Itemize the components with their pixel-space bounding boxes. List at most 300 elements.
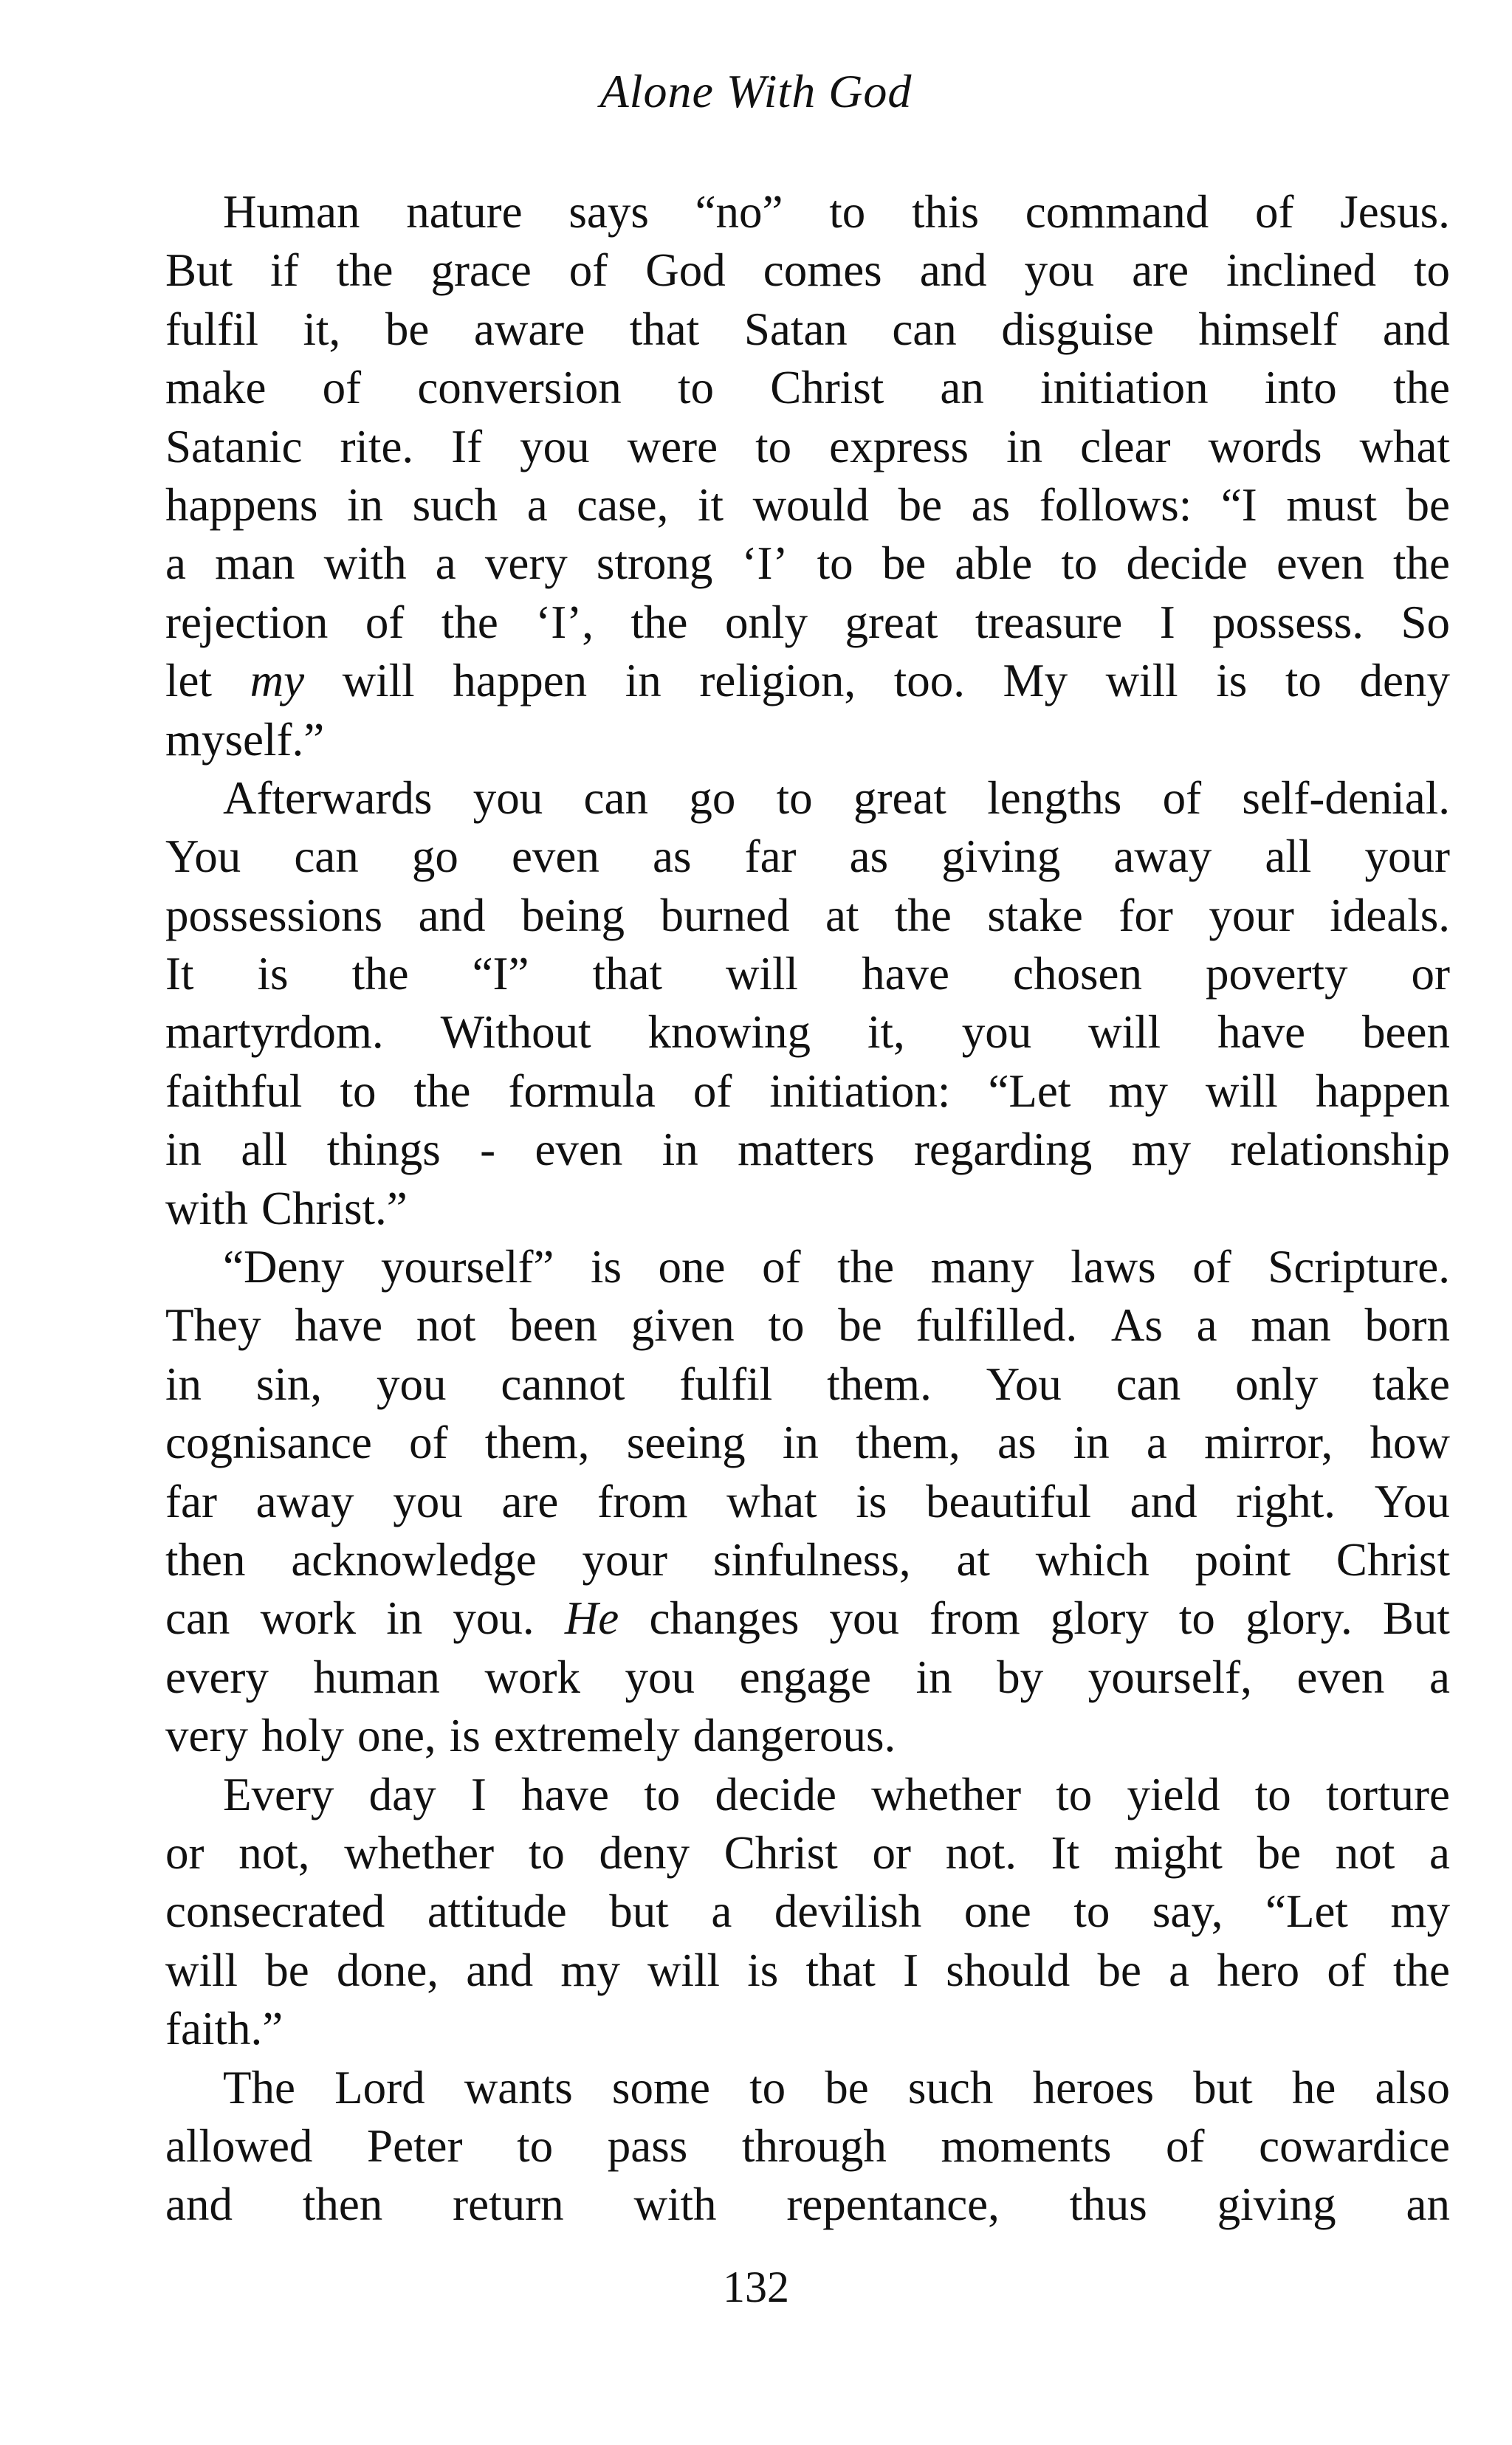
word: too. xyxy=(893,655,965,707)
word: have xyxy=(1217,1006,1306,1059)
word: only xyxy=(1235,1358,1319,1410)
word: all xyxy=(241,1124,288,1176)
word: even xyxy=(1276,537,1364,590)
text-line xyxy=(165,183,1450,241)
word: at xyxy=(825,889,859,941)
word: that xyxy=(629,303,700,355)
word: Satan xyxy=(743,303,848,355)
word: to xyxy=(749,2061,786,2114)
word: Christ xyxy=(1336,1533,1450,1586)
word: your xyxy=(582,1533,667,1586)
word: in xyxy=(1073,1417,1110,1469)
text-line xyxy=(165,1003,1450,1062)
word: you xyxy=(393,1475,463,1527)
word: cognisance xyxy=(165,1417,372,1469)
word: of xyxy=(693,1065,732,1117)
word: inclined xyxy=(1226,244,1376,297)
word: the xyxy=(441,596,498,648)
text-line xyxy=(165,534,1450,593)
word: rite. xyxy=(340,420,414,472)
text-line xyxy=(165,1238,1450,1296)
word: decide xyxy=(1126,537,1248,590)
word: be xyxy=(882,537,927,590)
word: in xyxy=(165,1124,202,1176)
word: grace xyxy=(430,244,532,297)
word: might xyxy=(1113,1826,1223,1879)
word: in xyxy=(1006,420,1043,472)
word: yourself, xyxy=(1087,1651,1252,1703)
word: the xyxy=(1393,1944,1450,1996)
text-line xyxy=(165,2176,1450,2234)
word: allowed xyxy=(165,2119,313,2172)
running-head: Alone With God xyxy=(599,65,913,117)
word: in xyxy=(625,655,662,707)
word: initiation xyxy=(1040,362,1209,414)
word: to xyxy=(776,771,813,824)
word: If xyxy=(451,420,483,472)
word: ideals. xyxy=(1330,889,1450,941)
word: nature xyxy=(406,186,523,238)
word: my xyxy=(560,1944,620,1996)
word: pass xyxy=(607,2119,688,2172)
word: what xyxy=(726,1475,817,1527)
word: man xyxy=(1251,1299,1331,1352)
word: “I” xyxy=(472,948,529,1000)
word: dangerous. xyxy=(693,1710,896,1762)
word: a xyxy=(1196,1299,1217,1352)
word: fulfil xyxy=(679,1358,773,1410)
word: great xyxy=(853,771,946,824)
word: that xyxy=(592,948,662,1000)
word: and xyxy=(466,1944,534,1996)
word: you xyxy=(377,1358,447,1410)
word: Without xyxy=(440,1006,591,1059)
word: “no” xyxy=(695,186,783,238)
word: Peter xyxy=(367,2119,463,2172)
word: a xyxy=(1429,1826,1450,1879)
word: should xyxy=(946,1944,1071,1996)
word: giving xyxy=(941,831,1061,883)
word: born xyxy=(1364,1299,1450,1352)
word: beautiful xyxy=(926,1475,1091,1527)
word: of xyxy=(568,244,608,297)
word: in xyxy=(386,1592,423,1645)
word: Afterwards xyxy=(223,771,433,824)
word: all xyxy=(1265,831,1312,883)
word: fulfilled. xyxy=(915,1299,1078,1352)
word: knowing xyxy=(647,1006,811,1059)
word: an xyxy=(940,362,984,414)
word: take xyxy=(1372,1358,1450,1410)
word: be xyxy=(838,1299,882,1352)
word: far xyxy=(165,1475,217,1527)
word: possess. xyxy=(1212,596,1364,648)
word: be xyxy=(825,2061,869,2114)
word: one xyxy=(658,1241,726,1293)
word: you xyxy=(520,420,590,472)
body-text xyxy=(165,183,1450,2235)
word: yield xyxy=(1127,1768,1220,1820)
word: can xyxy=(294,831,359,883)
text-line xyxy=(165,1824,1450,1882)
word: be xyxy=(265,1944,309,1996)
word: even xyxy=(535,1124,623,1176)
word: your xyxy=(1209,889,1294,941)
text-line xyxy=(165,1062,1450,1121)
page-number: 132 xyxy=(723,2263,789,2311)
text-line xyxy=(165,594,1450,652)
word: extremely xyxy=(493,1710,680,1762)
word: given xyxy=(630,1299,735,1352)
word: go xyxy=(689,771,736,824)
word: it, xyxy=(867,1006,905,1059)
word: case, xyxy=(577,478,669,531)
text-line xyxy=(165,1589,1450,1648)
word: at xyxy=(956,1533,990,1586)
text-line xyxy=(165,1942,1450,2000)
word: are xyxy=(501,1475,559,1527)
word: a xyxy=(1146,1417,1167,1469)
word: express xyxy=(829,420,969,472)
word: As xyxy=(1110,1299,1163,1352)
word: to xyxy=(1413,244,1450,297)
word: or xyxy=(1411,948,1450,1000)
word: and xyxy=(1130,1475,1197,1527)
word: to xyxy=(644,1768,681,1820)
word: not xyxy=(416,1299,476,1352)
word: But xyxy=(165,244,233,297)
word: into xyxy=(1264,362,1337,414)
word: have xyxy=(295,1299,383,1352)
word: or xyxy=(165,1826,205,1879)
word: my xyxy=(1108,1065,1168,1117)
word: will xyxy=(1105,655,1178,707)
word: “Let xyxy=(988,1065,1071,1117)
word: then xyxy=(302,2179,383,2231)
word: have xyxy=(521,1768,610,1820)
word: will xyxy=(1205,1065,1278,1117)
word: heroes xyxy=(1032,2061,1154,2114)
word: can xyxy=(165,1592,230,1645)
word: make xyxy=(165,362,267,414)
word: can xyxy=(583,771,648,824)
word: not xyxy=(1335,1826,1395,1879)
word: an xyxy=(1406,2179,1450,2231)
word: for xyxy=(1118,889,1173,941)
word: right. xyxy=(1236,1475,1336,1527)
word: were xyxy=(627,420,718,472)
word: some xyxy=(611,2061,710,2114)
word: to xyxy=(528,1826,565,1879)
word: happens xyxy=(165,478,318,531)
word: regarding xyxy=(913,1124,1093,1176)
word: glory xyxy=(1050,1592,1149,1645)
word: will xyxy=(1088,1006,1161,1059)
word: the xyxy=(630,596,688,648)
word: of xyxy=(762,1241,801,1293)
word: away xyxy=(1113,831,1212,883)
word: treasure xyxy=(975,596,1123,648)
word: of xyxy=(365,596,405,648)
word: through xyxy=(741,2119,887,2172)
word: changes xyxy=(649,1592,800,1645)
text-line xyxy=(165,945,1450,1003)
word: would xyxy=(752,478,870,531)
word: the xyxy=(351,948,409,1000)
word: a xyxy=(526,478,548,531)
word: to xyxy=(1285,655,1322,707)
word: a xyxy=(711,1885,732,1938)
word: to xyxy=(517,2119,554,2172)
text-line xyxy=(165,359,1450,417)
word: But xyxy=(1382,1592,1450,1645)
word: Scripture. xyxy=(1268,1241,1450,1293)
word: hero xyxy=(1217,1944,1300,1996)
word: to xyxy=(1061,537,1098,590)
word: my xyxy=(250,655,305,707)
word: is xyxy=(590,1241,622,1293)
word: will xyxy=(647,1944,721,1996)
word: say, xyxy=(1152,1885,1223,1938)
word: I xyxy=(1159,596,1175,648)
word: even xyxy=(1296,1651,1385,1703)
word: “Deny xyxy=(223,1241,345,1293)
word: himself xyxy=(1198,303,1339,355)
word: sin, xyxy=(255,1358,323,1410)
text-line xyxy=(165,1473,1450,1531)
word: matters xyxy=(738,1124,875,1176)
word: with xyxy=(323,537,407,590)
word: thus xyxy=(1069,2179,1147,2231)
word: my xyxy=(1390,1885,1450,1938)
word: return xyxy=(453,2179,564,2231)
word: your xyxy=(1364,831,1450,883)
word: go xyxy=(411,831,458,883)
text-line xyxy=(165,828,1450,886)
word: of xyxy=(322,362,362,414)
word: in xyxy=(165,1358,202,1410)
word: deny xyxy=(599,1826,690,1879)
word: as xyxy=(653,831,692,883)
word: and xyxy=(418,889,486,941)
word: acknowledge xyxy=(291,1533,537,1586)
word: devilish xyxy=(774,1885,922,1938)
text-line xyxy=(165,300,1450,359)
text-line xyxy=(165,1648,1450,1707)
word: yourself” xyxy=(380,1241,554,1293)
word: follows: xyxy=(1039,478,1192,531)
word: far xyxy=(744,831,797,883)
word: to xyxy=(755,420,792,472)
word: cowardice xyxy=(1259,2119,1450,2172)
word: a xyxy=(1429,1651,1450,1703)
word: from xyxy=(929,1592,1020,1645)
word: to xyxy=(1073,1885,1110,1938)
word: only xyxy=(724,596,808,648)
word: is xyxy=(856,1475,887,1527)
word: able xyxy=(955,537,1033,590)
word: can xyxy=(1116,1358,1181,1410)
text-line xyxy=(165,652,1450,710)
word: The xyxy=(223,2061,295,2114)
text-line xyxy=(165,1414,1450,1472)
word: giving xyxy=(1217,2179,1336,2231)
word: I xyxy=(470,1768,487,1820)
word: relationship xyxy=(1230,1124,1450,1176)
word: comes xyxy=(763,244,882,297)
word: engage xyxy=(739,1651,871,1703)
word: myself.” xyxy=(165,713,325,766)
word: you xyxy=(1024,244,1095,297)
text-line xyxy=(165,241,1450,300)
word: such xyxy=(412,478,498,531)
word: it, xyxy=(303,303,341,355)
text-line xyxy=(165,418,1450,476)
word: words xyxy=(1208,420,1322,472)
text-line xyxy=(165,2059,1450,2117)
word: by xyxy=(997,1651,1044,1703)
word: Every xyxy=(223,1768,334,1820)
word: will xyxy=(342,655,415,707)
word: but xyxy=(1193,2061,1253,2114)
word: been xyxy=(509,1299,598,1352)
word: You xyxy=(1374,1475,1450,1527)
word: work xyxy=(260,1592,357,1645)
word: what xyxy=(1359,420,1450,472)
word: the xyxy=(1393,362,1450,414)
word: of xyxy=(1162,771,1202,824)
word: in xyxy=(915,1651,952,1703)
word: to xyxy=(768,1299,805,1352)
word: very xyxy=(165,1710,248,1762)
word: or xyxy=(872,1826,911,1879)
word: be xyxy=(1406,478,1450,531)
word: away xyxy=(255,1475,354,1527)
word: happen xyxy=(1315,1065,1450,1117)
word: in xyxy=(662,1124,698,1176)
word: decide xyxy=(715,1768,836,1820)
word: and xyxy=(165,2179,233,2231)
word: is xyxy=(747,1944,779,1996)
word: says xyxy=(568,186,649,238)
word: a xyxy=(435,537,456,590)
word: how xyxy=(1370,1417,1450,1469)
word: Satanic xyxy=(165,420,303,472)
word: must xyxy=(1286,478,1377,531)
word: consecrated xyxy=(165,1885,385,1938)
word: lengths xyxy=(987,771,1122,824)
word: He xyxy=(564,1592,619,1645)
word: So xyxy=(1401,596,1450,648)
word: one, xyxy=(357,1710,436,1762)
word: of xyxy=(409,1417,448,1469)
word: be xyxy=(1097,1944,1141,1996)
text-line xyxy=(165,1707,1450,1765)
word: let xyxy=(165,655,212,707)
word: the xyxy=(894,889,952,941)
word: man xyxy=(215,537,295,590)
word: formula xyxy=(508,1065,656,1117)
word: will xyxy=(726,948,799,1000)
word: very xyxy=(484,537,568,590)
word: seeing xyxy=(626,1417,746,1469)
word: to xyxy=(1056,1768,1093,1820)
word: rejection xyxy=(165,596,329,648)
word: the xyxy=(837,1241,895,1293)
word: in xyxy=(347,478,384,531)
word: disguise xyxy=(1001,303,1154,355)
word: cannot xyxy=(501,1358,625,1410)
word: then xyxy=(165,1533,246,1586)
word: aware xyxy=(473,303,585,355)
word: to xyxy=(1254,1768,1291,1820)
word: conversion xyxy=(417,362,622,414)
word: of xyxy=(1192,1241,1231,1293)
word: to xyxy=(817,537,853,590)
word: if xyxy=(270,244,299,297)
word: such xyxy=(907,2061,994,2114)
word: possessions xyxy=(165,889,383,941)
word: strong xyxy=(596,537,713,590)
word: to xyxy=(340,1065,377,1117)
word: them. xyxy=(827,1358,932,1410)
word: human xyxy=(313,1651,440,1703)
word: Christ xyxy=(770,362,884,414)
word: to xyxy=(829,186,866,238)
word: can xyxy=(892,303,957,355)
word: of xyxy=(1254,186,1294,238)
word: fulfil xyxy=(165,303,258,355)
word: the xyxy=(336,244,394,297)
word: self-denial. xyxy=(1242,771,1450,824)
word: holy xyxy=(261,1710,344,1762)
word: It xyxy=(165,948,194,1000)
word: with xyxy=(633,2179,717,2231)
word: initiation: xyxy=(769,1065,951,1117)
word: you xyxy=(961,1006,1032,1059)
text-line xyxy=(165,1766,1450,1824)
word: a xyxy=(1169,1944,1190,1996)
word: sinfulness, xyxy=(712,1533,911,1586)
word: You xyxy=(165,831,241,883)
word: one xyxy=(963,1885,1031,1938)
word: being xyxy=(521,889,625,941)
text-line xyxy=(165,1180,1450,1238)
text-line xyxy=(165,2117,1450,2176)
text-line xyxy=(165,1296,1450,1355)
text-line xyxy=(165,1355,1450,1414)
word: God xyxy=(645,244,726,297)
word: which xyxy=(1035,1533,1150,1586)
word: command xyxy=(1025,186,1209,238)
word: torture xyxy=(1326,1768,1450,1820)
word: also xyxy=(1375,2061,1450,2114)
word: faithful xyxy=(165,1065,303,1117)
word: this xyxy=(912,186,980,238)
word: you xyxy=(829,1592,899,1645)
word: Christ xyxy=(724,1826,838,1879)
word: work xyxy=(484,1651,580,1703)
word: my xyxy=(1131,1124,1192,1176)
text-line xyxy=(165,2000,1450,2058)
word: religion, xyxy=(699,655,856,707)
word: it xyxy=(697,478,724,531)
word: clear xyxy=(1080,420,1171,472)
word: he xyxy=(1291,2061,1336,2114)
word: to xyxy=(1178,1592,1215,1645)
word: of xyxy=(1327,1944,1366,1996)
word: Lord xyxy=(334,2061,425,2114)
